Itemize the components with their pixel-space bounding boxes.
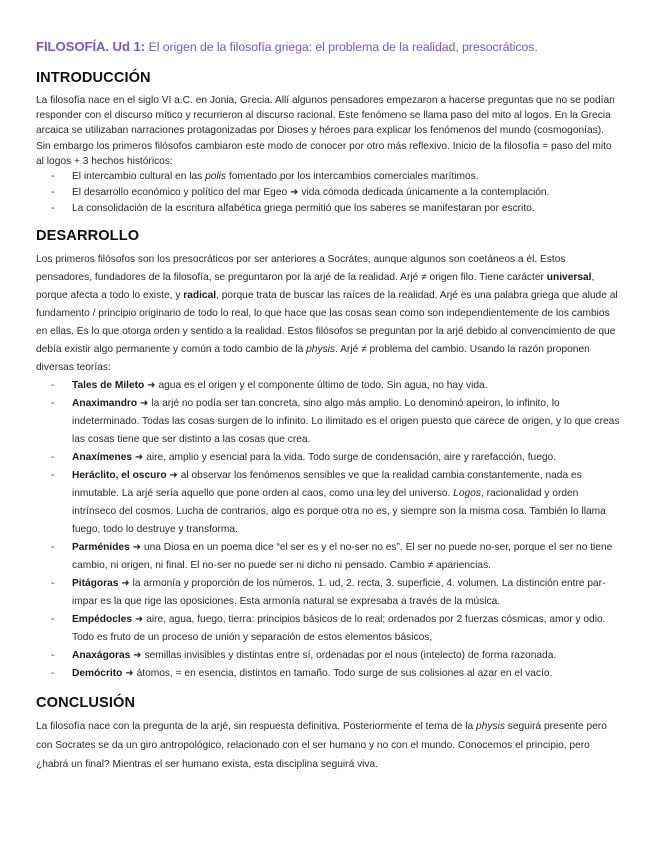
philosopher-tales: - Tales de Mileto ➜ agua es el origen y el componente último de todo. Sin agua, no hay vida. [51, 380, 488, 392]
philosopher-anaximandro: - Anaximandro ➜ la arjé no podía ser tan concreta, sino algo más amplio. Lo denominó apeiron, lo infinito, lo indeterminado. Todas las cosas surgen de lo infinito. Lo ilimitado es el origen puesto que carece de origen, y lo que creas las cosas tiene que ser distinto a las cosas que crea. [51, 398, 620, 446]
section-introduccion [36, 68, 620, 216]
philosopher-parmenides: - Parménides ➜ una Diosa en un poema dice “el ser es y el no-ser no es”. El ser no puede no-ser, porque el ser no tiene cambio, ni origen, ni final. El no-ser no puede ser ni dicho ni pensado. Cambio ≠ apariencias. [51, 542, 613, 572]
title-subject: FILOSOFÍA. Ud 1: [36, 39, 146, 54]
philosopher-anaximenes: - Anaxímenes ➜ aire, amplio y esencial para la vida. Todo surge de condensación, aire y rarefacción, fuego. [51, 452, 557, 464]
philosopher-empedocles: - Empédocles ➜ aire, agua, fuego, tierra: principios básicos de lo real; ordenados por 2 fuerzas cósmicas, amor y odio. Todo es fruto de un proceso de unión y separación de estos elementos básicos, [51, 614, 606, 644]
philosopher-pitagoras: - Pitágoras ➜ la armonía y proporción de los números. 1. ud, 2. recta, 3. superficie, 4. volumen. La distinción entre par-impar es la que rige las oposiciones. Esta armonía natural se expresaba a través de la música. [51, 578, 606, 608]
section-desarrollo [36, 226, 620, 683]
document-title [36, 38, 620, 56]
conclusion-paragraph: La filosofía nace con la pregunta de la arjé, sin respuesta definitiva. Posteriormente el tema de la physis seguirá presente pero con Socrates se da un giro antropológico, relacionado con el ser humano y no con el mundo. Conocemos el principio, pero ¿habrá un final? Mientras el ser humano exista, esta disciplina seguirá viva. [36, 721, 607, 770]
list-item: - El desarrollo económico y político del mar Egeo ➜ vida cómoda dedicada únicamente a la contemplación. [51, 186, 550, 198]
heading-introduccion: INTRODUCCIÓN [36, 70, 151, 86]
list-item: - El intercambio cultural en las polis fomentado por los intercambios comerciales marítimos. [51, 171, 479, 183]
philosophers-list [36, 377, 620, 683]
intro-list [36, 169, 620, 216]
philosopher-anaxagoras: - Anaxágoras ➜ semillas invisibles y distintas entre sí, ordenadas por el nous (intelecto) de forma razonada. [51, 650, 557, 662]
intro-paragraph: La filosofía nace en el siglo VI a.C. en Jonia, Grecia. Allí algunos pensadores empezaron a hacerse preguntas que no se podían responder con el discurso mítico y recurrieron al discurso racional. Este fenómeno se llama paso del mito al logos. En la Grecia arcaica se utilizaban narraciones protagonizadas por Dioses y héroes para explicar los fenómenos del mundo (cosmogonías). Sin embargo los primeros filósofos cambiaron este modo de conocer por otro más reflexivo. Inicio de la filosofía = paso del mito al logos + 3 hechos históricos: [36, 95, 615, 167]
heading-conclusion: CONCLUSIÓN [36, 695, 136, 712]
section-conclusion [36, 693, 620, 774]
philosopher-democrito: - Demócrito ➜ átomos, = en esencia, distintos en tamaño. Todo surge de sus colisiones al azar en el vacío. [51, 668, 553, 680]
title-topic: El origen de la filosofía griega: el problema de la realidad, presocráticos. [148, 40, 538, 54]
desarrollo-paragraph: Los primeros filósofos son los presocráticos por ser anteriores a Socrátes, aunque algunos son coetáneos a él. Estos pensadores, fundadores de la filosofía, se preguntaron por la arjé de la realidad. Arjé ≠ origen filo. Tiene carácter universal, porque afecta a todo lo existe, y radical, porque trata de buscar las raíces de la realidad. Arjé es una palabra griega que alude al fundamento / principio originario de todo lo real, lo que hace que las cosas sean como son independientemente de los cambios en ellas. Es lo que otorga orden y sentido a la realidad. Estos filósofos se preguntan por la arjé debido al convencimiento de que debía existir algo permanente y común a todo cambio de la physis. Arjé ≠ problema del cambio. Usando la razón proponen diversas teorías: [36, 254, 618, 374]
list-item: - La consolidación de la escritura alfabética griega permitió que los saberes se manifestaran por escrito. [51, 202, 535, 214]
heading-desarrollo: DESARROLLO [36, 228, 140, 245]
philosopher-heraclito: - Heráclito, el oscuro ➜ al observar los fenómenos sensibles ve que la realidad cambia constantemente, nada es inmutable. La arjé sería aquello que pone orden al caos, como una ley del universo. Logos, racionalidad y orden intrínseco del cosmos. Lucha de contrarios, algo es porque otra no es, y siempre son la misma cosa. También lo llama fuego, todo lo destruye y transforma. [51, 470, 606, 536]
